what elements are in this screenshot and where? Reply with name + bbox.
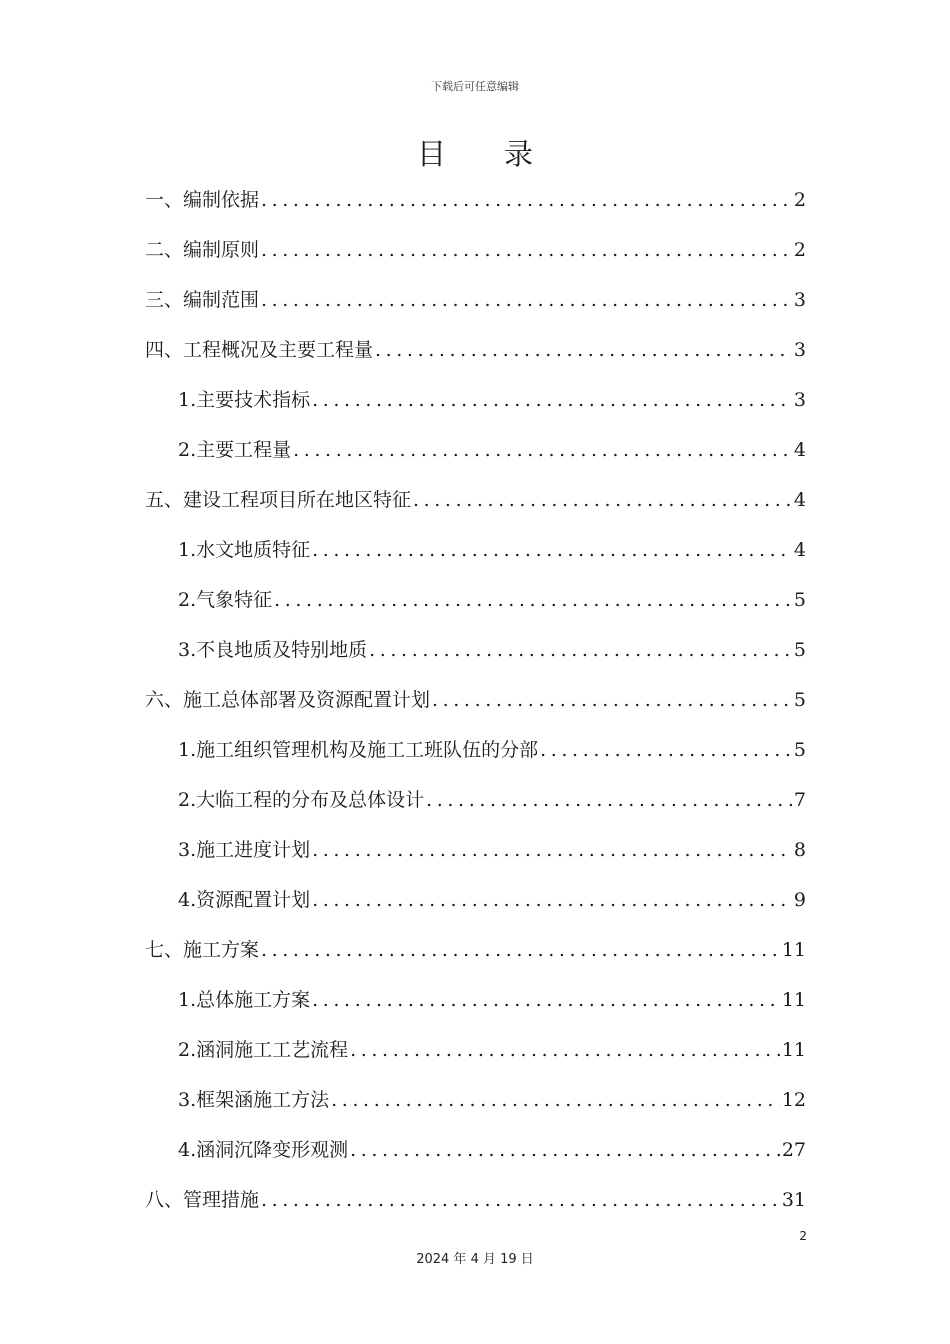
toc-entry[interactable] [145, 485, 806, 515]
toc-leader-dots [261, 235, 792, 265]
toc-entry[interactable] [145, 335, 806, 365]
toc-leader-dots [540, 735, 792, 765]
toc-entry-label: 四、工程概况及主要工程量 [145, 339, 374, 361]
toc-leader-dots [261, 1185, 780, 1215]
toc-leader-dots [426, 785, 792, 815]
toc-leader-dots [312, 985, 780, 1015]
toc-entry-label: 4.涵洞沉降变形观测 [178, 1139, 349, 1161]
toc-subentry[interactable] [178, 1085, 806, 1115]
toc-entry-label: 1.主要技术指标 [178, 389, 311, 411]
toc-entry-label: 八、管理措施 [145, 1189, 260, 1211]
toc-entry-label: 三、编制范围 [145, 289, 260, 311]
toc-entry-label: 2.气象特征 [178, 589, 273, 611]
toc-entry-label: 2.主要工程量 [178, 439, 292, 461]
toc-entry-label: 1.总体施工方案 [178, 989, 311, 1011]
toc-subentry[interactable] [178, 1135, 806, 1165]
toc-entry-label: 3.不良地质及特别地质 [178, 639, 368, 661]
toc-entry-page: 31 [781, 1189, 806, 1211]
toc-leader-dots [312, 535, 792, 565]
toc-subentry[interactable] [178, 985, 806, 1015]
toc-leader-dots [369, 635, 792, 665]
toc-entry-page: 4 [793, 539, 806, 561]
toc-subentry[interactable] [178, 735, 806, 765]
toc-entry-page: 7 [793, 789, 806, 811]
footer-date: 2024 年 4 月 19 日 [416, 1252, 534, 1267]
toc-subentry[interactable] [178, 835, 806, 865]
toc-leader-dots [274, 585, 792, 615]
toc-entry[interactable] [145, 285, 806, 315]
toc-entry-page: 4 [793, 439, 806, 461]
toc-entry-label: 六、施工总体部署及资源配置计划 [145, 689, 431, 711]
toc-entry-page: 5 [793, 639, 806, 661]
toc-entry-page: 27 [781, 1139, 806, 1161]
toc-entry[interactable] [145, 685, 806, 715]
page-number: 2 [799, 1229, 807, 1243]
toc-subentry[interactable] [178, 785, 806, 815]
toc-entry-page: 3 [793, 289, 806, 311]
toc-leader-dots [261, 285, 792, 315]
toc-subentry[interactable] [178, 435, 806, 465]
toc-subentry[interactable] [178, 535, 806, 565]
toc-entry-label: 2.大临工程的分布及总体设计 [178, 789, 425, 811]
toc-entry-page: 3 [793, 389, 806, 411]
toc-entry[interactable] [145, 185, 806, 215]
toc-entry-page: 4 [793, 489, 806, 511]
toc-entry-page: 11 [781, 1039, 806, 1061]
toc-entry-label: 3.框架涵施工方法 [178, 1089, 330, 1111]
toc-subentry[interactable] [178, 885, 806, 915]
header-note: 下载后可任意编辑 [431, 80, 519, 93]
toc-entry-page: 5 [793, 589, 806, 611]
toc-entry[interactable] [145, 1185, 806, 1215]
toc-subentry[interactable] [178, 385, 806, 415]
toc-leader-dots [261, 935, 780, 965]
toc-entry-label: 一、编制依据 [145, 189, 260, 211]
toc-subentry[interactable] [178, 585, 806, 615]
toc-entry[interactable] [145, 935, 806, 965]
toc-leader-dots [413, 485, 792, 515]
toc-entry-page: 2 [793, 189, 806, 211]
toc-entry-label: 1.水文地质特征 [178, 539, 311, 561]
toc-leader-dots [432, 685, 792, 715]
toc-entry-label: 4.资源配置计划 [178, 889, 311, 911]
toc-entry[interactable] [145, 235, 806, 265]
toc-subentry[interactable] [178, 1035, 806, 1065]
toc-entry-page: 9 [793, 889, 806, 911]
toc-leader-dots [293, 435, 792, 465]
toc-entry-label: 二、编制原则 [145, 239, 260, 261]
toc-entry-page: 11 [781, 989, 806, 1011]
toc-leader-dots [312, 385, 792, 415]
toc-entry-page: 11 [781, 939, 806, 961]
toc-entry-label: 七、施工方案 [145, 939, 260, 961]
toc-entry-page: 8 [793, 839, 806, 861]
toc-entry-label: 1.施工组织管理机构及施工工班队伍的分部 [178, 739, 539, 761]
toc-leader-dots [375, 335, 792, 365]
toc-leader-dots [312, 885, 792, 915]
toc-entry-label: 3.施工进度计划 [178, 839, 311, 861]
toc-leader-dots [261, 185, 792, 215]
toc-entry-page: 2 [793, 239, 806, 261]
toc-leader-dots [312, 835, 792, 865]
toc-entry-page: 5 [793, 739, 806, 761]
toc-subentry[interactable] [178, 635, 806, 665]
toc-entry-label: 2.涵洞施工工艺流程 [178, 1039, 349, 1061]
toc-leader-dots [331, 1085, 780, 1115]
toc-leader-dots [350, 1035, 780, 1065]
toc-entry-page: 5 [793, 689, 806, 711]
toc-leader-dots [350, 1135, 780, 1165]
toc-entry-label: 五、建设工程项目所在地区特征 [145, 489, 412, 511]
toc-entry-page: 12 [781, 1089, 806, 1111]
page-title: 目录 [416, 137, 591, 171]
toc-entry-page: 3 [793, 339, 806, 361]
